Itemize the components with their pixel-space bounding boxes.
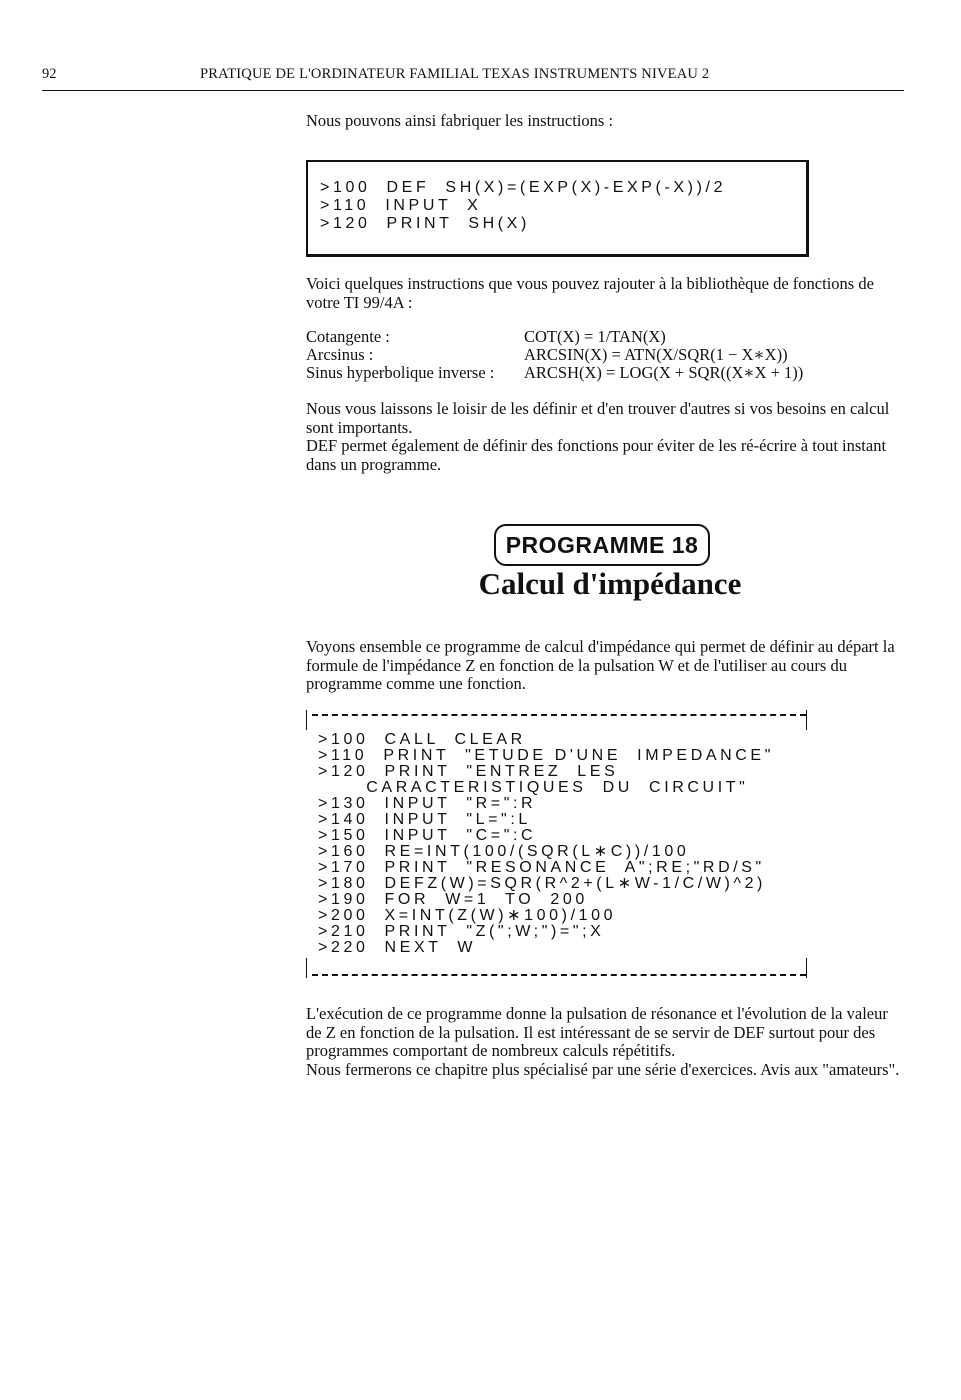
function-name: Sinus hyperbolique inverse : <box>306 363 495 382</box>
code-listing-sh <box>306 160 809 257</box>
dashed-border-bottom <box>312 974 806 976</box>
function-name: Arcsinus : <box>306 345 374 364</box>
function-formula: ARCSIN(X) = ATN(X/SQR(1 − X∗X)) <box>524 345 788 364</box>
code-line: >110 INPUT X <box>320 197 482 214</box>
frame-corner <box>806 958 807 978</box>
header-rule <box>42 90 904 91</box>
code-line: >100 DEF SH(X)=(EXP(X)-EXP(-X))/2 <box>320 179 727 196</box>
running-title: PRATIQUE DE L'ORDINATEUR FAMILIAL TEXAS INSTRUMENTS NIVEAU 2 <box>200 66 710 82</box>
execution-paragraph: L'exécution de ce programme donne la pulsation de résonance et l'évolution de la valeur de Z en fonction de la pulsation. Il est intéressant de se servir de DEF surtout pour des programmes comportant de nombreux calculs répétitifs. <box>306 1004 888 1060</box>
function-formula: ARCSH(X) = LOG(X + SQR((X∗X + 1)) <box>524 363 804 382</box>
dashed-border-top <box>312 714 806 716</box>
frame-corner <box>306 710 307 730</box>
def-paragraph: DEF permet également de définir des fonctions pour éviter de les ré-écrire à tout instant dans un programme. <box>306 436 887 474</box>
code-line: >220 NEXT W <box>318 939 477 956</box>
code-listing-impedance <box>306 710 808 978</box>
code-line: >210 PRINT "Z(";W;")=";X <box>318 923 605 940</box>
code-line: >110 PRINT "ETUDE D'UNE IMPEDANCE" <box>318 747 774 764</box>
code-line: >170 PRINT "RESONANCE A";RE;"RD/S" <box>318 859 765 876</box>
code-line: >120 PRINT "ENTREZ LES <box>318 763 619 780</box>
code-line: >190 FOR W=1 TO 200 <box>318 891 588 908</box>
code-line: >200 X=INT(Z(W)∗100)/100 <box>318 907 617 924</box>
code-line: >100 CALL CLEAR <box>318 731 526 748</box>
code-line: >140 INPUT "L=":L <box>318 811 531 828</box>
loisir-paragraph: Nous vous laissons le loisir de les définir et d'en trouver d'autres si vos besoins en calcul sont importants. <box>306 399 890 437</box>
frame-corner <box>806 710 807 730</box>
voyons-paragraph: Voyons ensemble ce programme de calcul d'impédance qui permet de définir au départ la formule de l'impédance Z en fonction de la pulsation W et de l'utiliser au cours du programme comme une fonction. <box>306 637 895 693</box>
code-line: >160 RE=INT(100/(SQR(L∗C))/100 <box>318 843 690 860</box>
function-name: Cotangente : <box>306 327 390 346</box>
page-header <box>42 66 904 88</box>
code-line: CARACTERISTIQUES DU CIRCUIT" <box>318 779 749 796</box>
frame-corner <box>306 958 307 978</box>
code-line: >120 PRINT SH(X) <box>320 215 530 232</box>
page-number: 92 <box>42 66 57 82</box>
program-title: Calcul d'impédance <box>478 566 742 601</box>
code-line: >130 INPUT "R=":R <box>318 795 537 812</box>
function-formula: COT(X) = 1/TAN(X) <box>524 327 666 346</box>
fermerons-paragraph: Nous fermerons ce chapitre plus spécialisé par une série d'exercices. Avis aux "amateurs". <box>306 1060 900 1079</box>
intro-paragraph: Nous pouvons ainsi fabriquer les instructions : <box>306 111 614 130</box>
code-line: >150 INPUT "C=":C <box>318 827 537 844</box>
code-line: >180 DEFZ(W)=SQR(R^2+(L∗W-1/C/W)^2) <box>318 875 766 892</box>
functions-intro-paragraph: Voici quelques instructions que vous pouvez rajouter à la bibliothèque de fonctions de votre TI 99/4A : <box>306 274 874 312</box>
program-badge: PROGRAMME 18 <box>494 524 710 566</box>
